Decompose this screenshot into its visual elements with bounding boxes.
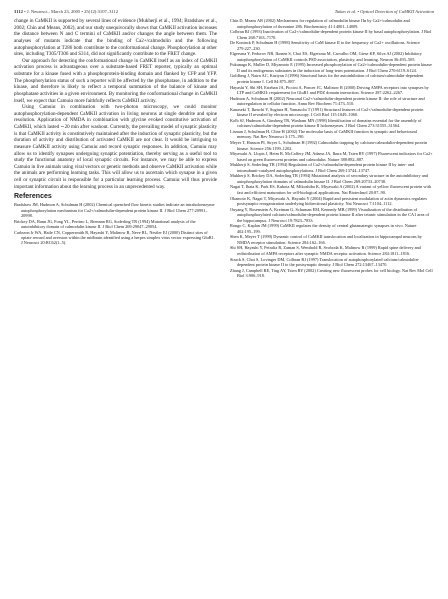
page-number: 3112 (14, 9, 23, 14)
running-title: Takao et al. • Optical Detection of CaMKII Activation (334, 9, 434, 14)
reference-item: Kolb SJ, Hudmon A, Ginsberg TR, Waxham MN (1998) Identification of domains essential for the assembly of calcium/calmodulin-dependent protein kinase II holoenzymes. J Biol Chem 273:31555–31564. (230, 117, 422, 129)
left-column (14, 18, 217, 246)
reference-item: Strack S, Choi S, Lovinger DM, Colbran RJ (1997) Translocation of autophosphorylated calcium/calmodulin-dependent protein kinase II to the postsynaptic density. J Biol Chem 272:13467–13470. (230, 256, 420, 268)
reference-item: Hayashi Y, Shi SH, Esteban JA, Piccini A, Poncer JC, Malinow R (2000) Driving AMPA receptors into synapses by LTP and CaMKII: requirement for GluR1 and PDZ domain interaction. Science 287:2262–2267. (230, 84, 429, 96)
reference-item: Ouyang Y, Rosenstein A, Kreiman G, Schuman EM, Kennedy MB (1999) Visualization of the distribution of autophosphorylated calcium/calmodulin-dependent protein kinase II after tetanic stimulation in the CA1 area of the hippocampus. J Neurosci 19:7823–7833. (230, 206, 430, 223)
reference-item: Lisman J, Schulman H, Cline H (2002) The molecular basis of CaMKII function in synaptic and behavioural memory. Nat Rev Neurosci 3:175–190. (230, 128, 418, 140)
reference-item: De Koninck P, Schulman H (1998) Sensitivity of CaM kinase II to the frequency of Ca2+ oscillations. Science 279:227–230. (230, 40, 420, 51)
reference-item: Mukherji S, Brickey DA, Soderling TR (1994) Mutational analysis of secondary structure in the autoinhibitory and autophosphorylation domains of calmodulin kinase II. J Biol Chem 269:20733–20738. (230, 173, 428, 184)
body-paragraph: change in CaMKII is supported by several lines of evidence (Mukherji et al., 1994; Bradshaw et al., 2002; Chin and Means, 2002), and our study unequivocally shows that CaMKII activation increases the distance between N and C termini of CaMKII and/or changes the angle between them. The analyses of mutants indicate that the binding of Ca2+/calmodulin and the following autophosphorylation at T286 both contribute to the conformational change. Phosphorylation at other sites, including T305/T306 and S314, did not significantly contribute to the FRET change. (14, 18, 217, 58)
journal-line (14, 7, 118, 17)
references-heading: References (14, 193, 52, 201)
body-paragraph: Using Camuiα in combination with two-photon microscopy, we could monitor autophosphorylation-dependent CaMKII activation in living neurons at single dendrite and spine resolution. Application of NMDA in combination with glycine evoked constitutive activation of CaMKII, which lasted ∼20 min after washout. Currently, the prevailing model of synaptic plasticity is that CaMKII activity is constitutively maintained after the induction of synaptic plasticity, but the duration of activity and distribution of activated CaMKII are not clear. It would be intriguing to measure CaMKII activity using Camuiα and record synaptic responses. In addition, Camuiα may allow us to identify synapses undergoing synaptic potentiation, thereby serving as a useful tool to study the functional anatomy of local synaptic circuits. For instance, we may be able to express Camuiα in live animals using viral vectors or genetic methods and observe CaMKII activation while the animals are performing learning tasks. This will allow us to ascertain which synapse in a given cell or synaptic circuit is responsible for a particular learning process. Camuiα will thus provide important information about the learning process in an unprecedented way. (14, 104, 217, 190)
reference-item: Shen K, Meyer T (1999) Dynamic control of CaMKII translocation and localization in hippocampal neurons by NMDA receptor stimulation. Science 284:162–166. (230, 234, 422, 245)
reference-item: Nagai T, Ibata K, Park ES, Kubota M, Mikoshiba K, Miyawaki A (2002) A variant of yellow fluorescent protein with fast and efficient maturation for cell-biological applications. Nat Biotechnol 20:87–90. (230, 184, 432, 195)
reference-item: Chin D, Means AR (2002) Mechanisms for regulation of calmodulin kinase IIα by Ca2+/calmodulin and autophosphorylation of threonine 286. Biochemistry 41:14001–14009. (230, 18, 410, 29)
reference-item: Goldberg J, Nairn AC, Kuriyan J (1996) Structural basis for the autoinhibition of calcium/calmodulin-dependent protein kinase I. Cell 84:875–887. (230, 73, 424, 85)
reference-item: Miyawaki A, Llopis J, Heim R, McCaffery JM, Adams JA, Ikura M, Tsien RY (1997) Fluorescent indicators for Ca2+ based on green fluorescent proteins and calmodulin. Nature 388:882–887. (230, 151, 433, 162)
reference-item: Zhang J, Campbell RE, Ting AY, Tsien RY (2002) Creating new fluorescent probes for cell biology. Nat Rev Mol Cell Biol 3:906–918. (230, 267, 433, 279)
reference-item: Hudmon A, Schulman H (2002) Neuronal Ca2+/calmodulin-dependent protein kinase II: the role of structure and autoregulation in cellular function. Annu Rev Biochem 71:473–510. (230, 95, 425, 107)
reference-item: Bradshaw JM, Hudmon A, Schulman H (2002) Chemical quenched flow kinetic studies indicate an intraholoenzyme autophosphorylation mechanism for Ca2+/calmodulin-dependent protein kinase II. J Biol Chem 277:20991–20998. (14, 202, 215, 219)
reference-item: Meyer T, Hanson PI, Stryer L, Schulman H (1992) Calmodulin trapping by calcium-calmodulin-dependent protein kinase. Science 256:1199–1202. (230, 140, 427, 151)
reference-item: Okamoto K, Nagai T, Miyawaki A, Hayashi Y (2004) Rapid and persistent modulation of actin dynamics regulates postsynaptic reorganization underlying bidirectional plasticity. Nat Neurosci 7:1104–1112. (230, 195, 428, 207)
reference-item: Shi SH, Hayashi Y, Petralia R, Zaman S, Wenthold R, Svoboda K, Malinow R (1999) Rapid spine delivery and redistribution of AMPA receptors after synaptic NMDA receptor activation. Science 284:1811–1816. (230, 245, 421, 256)
reference-item: Kanaseki T, Ikeuchi Y, Sugiura H, Yamauchi T (1991) Structural features of Ca2+/calmodulin-dependent protein kinase II revealed by electron microscopy. J Cell Biol 115:1049–1060. (230, 106, 424, 118)
reference-item: Fukunaga K, Muller D, Miyamoto E (1995) Increased phosphorylation of Ca2+/calmodulin-dependent protein kinase II and its endogenous substrates in the induction of long-term potentiation. J Biol Chem 270:6119–6124. (230, 62, 432, 73)
reference-item: Colbran RJ (1993) Inactivation of Ca2+/calmodulin-dependent protein kinase II by basal autophosphorylation. J Biol Chem 268:7163–7170. (230, 29, 432, 40)
reference-item: Carlezon Jr WA, Haile CN, Coppersmith R, Hayashi Y, Malinow R, Neve RL, Nestler EJ (2000) Distinct sites of opiate reward and aversion within the midbrain identified using a herpes simplex virus vector expressing GluR1. J Neurosci 20:RC62(1–5). (14, 229, 215, 246)
reference-item: Rongo C, Kaplan JM (1999) CaMKII regulates the density of central glutamatergic synapses in vivo. Nature 402:195–199. (230, 223, 417, 234)
right-column (230, 18, 433, 279)
reference-item: Brickey DA, Bann JG, Fong YL, Perrino L, Brennan RG, Soderling TR (1994) Mutational analysis of the autoinhibitory domain of calmodulin kinase II. J Biol Chem 269:29047–29054. (14, 218, 196, 230)
body-paragraph: Our approach for detecting the conformational change in CaMKII itself as an index of CaMKII activation process is advantageous over a substrate-based FRET reporter, typically an optimal substrate for a kinase fused with a phosphoprotein-binding domain and flanked by CFP and YFP. The phosphorylation status of such a reporter will be affected by the phosphatase, in addition to the kinase, and therefore is likely to reflect a temporal summation of the balance of kinase and phosphatase activities in a given environment. By monitoring the conformational change in CaMKII itself, we expect that Camuiα more faithfully reflects CaMKII activity. (14, 57, 217, 104)
reference-item: Mukherji S, Soderling TR (1994) Regulation of Ca2+/calmodulin-dependent protein kinase II by inter- and intrasubunit-catalyzed autophosphorylations. J Biol Chem 269:13744–13747. (230, 162, 415, 173)
page-header (14, 7, 434, 17)
reference-item: Elgersma Y, Fedorov NB, Ikonen S, Choi ES, Elgersma M, Carvalho OM, Giese KP, Silva AJ (2002) Inhibitory autophosphorylation of CaMKII controls PSD association, plasticity, and learning. Neuron 36:493–505. (230, 51, 422, 62)
journal-citation: • J. Neurosci., March 23, 2005 • 25(12):3107–3112 (22, 9, 119, 14)
